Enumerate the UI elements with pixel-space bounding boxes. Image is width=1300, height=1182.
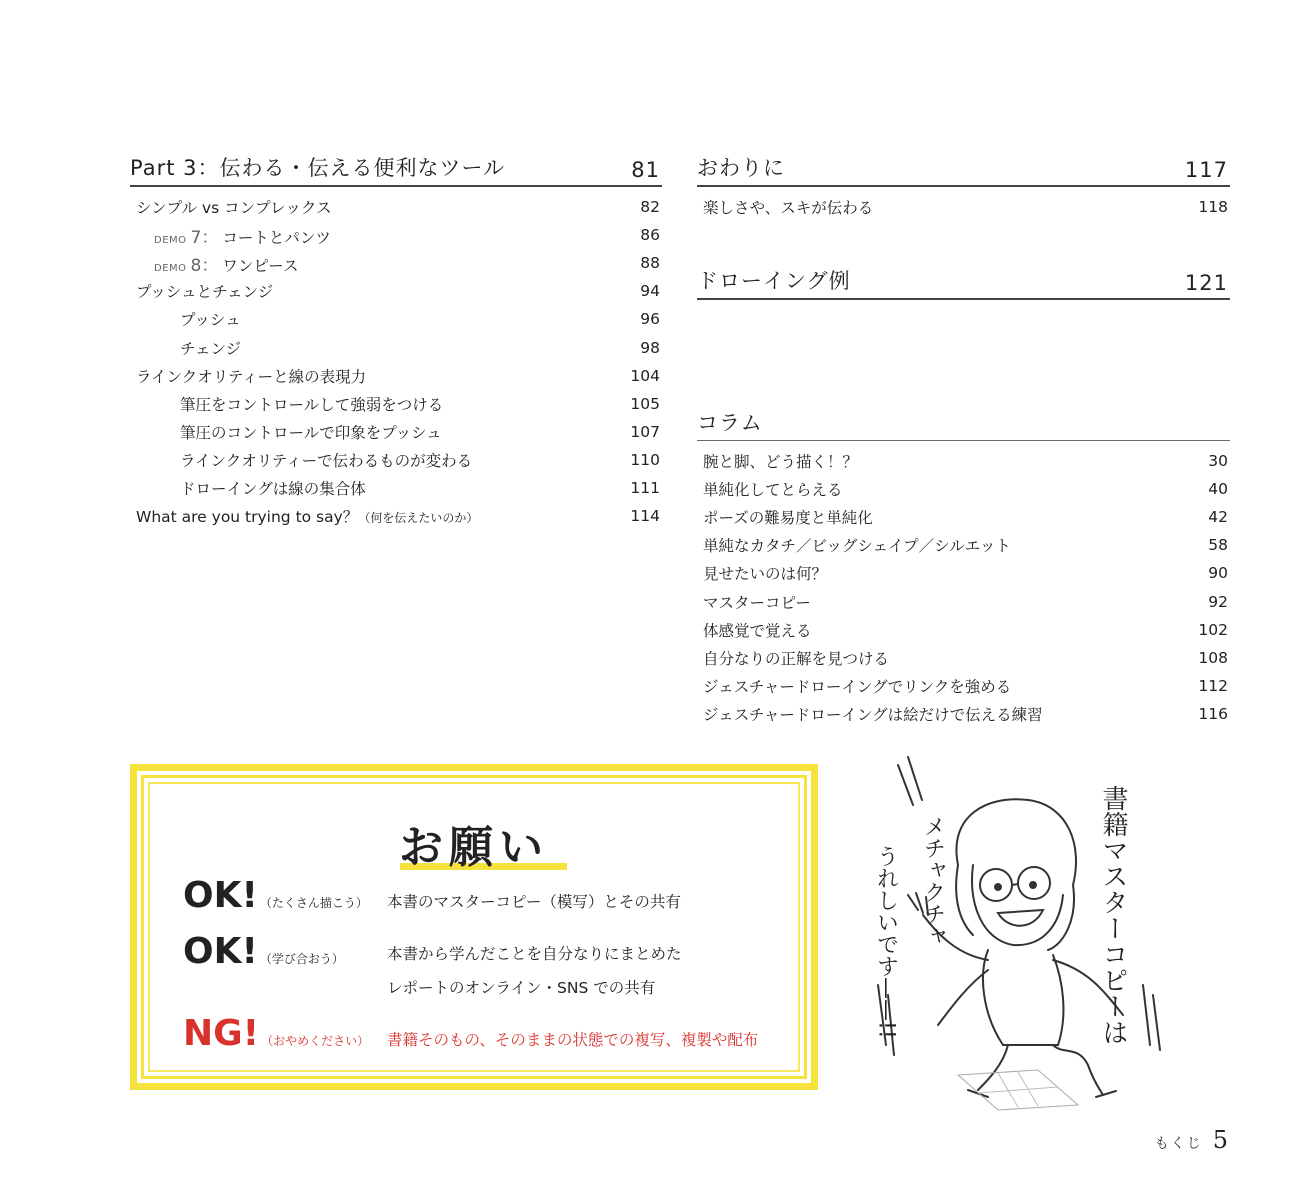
part3-title: Part 3：伝わる・伝える便利なツール: [130, 156, 506, 180]
toc-page: 107: [630, 422, 660, 441]
ok-row-copy: [183, 875, 681, 919]
toc-page: 92: [1208, 592, 1228, 611]
toc-label: 単純なカタチ／ビッグシェイプ／シルエット: [703, 537, 1011, 556]
toc-page: 111: [630, 478, 660, 497]
toc-label: ドローイングは線の集合体: [180, 479, 366, 498]
toc-page: 98: [640, 338, 660, 357]
toc-label: ラインクオリティーで伝わるものが変わる: [180, 451, 473, 470]
toc-label: 見せたいのは何？: [703, 565, 828, 584]
ng-label: NG!: [183, 1013, 260, 1054]
part3-list: [130, 193, 662, 530]
demo-number: 8：: [190, 255, 219, 276]
title-underline: [400, 863, 567, 870]
column-heading: [697, 407, 1230, 441]
toc-entry[interactable]: [130, 474, 662, 502]
toc-entry[interactable]: [697, 700, 1230, 728]
toc-label: シンプル vs コンプレックス: [136, 199, 332, 218]
toc-page: 96: [640, 310, 660, 329]
ng-note: （おやめください）: [261, 1034, 370, 1048]
character-drawing: [838, 745, 1200, 1115]
toc-label: チェンジ: [180, 339, 242, 358]
toc-entry[interactable]: [697, 503, 1230, 531]
toc-entry[interactable]: [130, 193, 662, 221]
toc-label: 単純化してとらえる: [703, 481, 843, 500]
part3-heading: [130, 152, 662, 187]
toc-page: 116: [1198, 704, 1228, 723]
toc-label: プッシュ: [180, 311, 241, 330]
toc-entry[interactable]: [697, 193, 1230, 221]
ng-row: [183, 1013, 758, 1057]
toc-entry[interactable]: [130, 277, 662, 305]
toc-entry[interactable]: [130, 333, 662, 361]
ok-text-line2: レポートのオンライン・SNS での共有: [387, 979, 656, 997]
toc-entry[interactable]: [697, 587, 1230, 615]
toc-entry[interactable]: [697, 559, 1230, 587]
toc-page: 94: [640, 282, 660, 301]
ok-label: OK!: [183, 875, 258, 916]
toc-entry[interactable]: [130, 362, 662, 390]
toc-entry[interactable]: [130, 502, 662, 530]
toc-entry-demo[interactable]: [130, 249, 662, 277]
toc-entry[interactable]: [697, 644, 1230, 672]
ok-text: 本書のマスターコピー（模写）とその共有: [387, 893, 681, 911]
toc-page: 118: [1198, 198, 1228, 217]
drawing-examples-section: [697, 265, 1230, 300]
toc-page: 40: [1208, 480, 1228, 499]
toc-entry[interactable]: [697, 447, 1230, 475]
toc-page: 86: [640, 226, 660, 245]
page-footer: [1155, 1126, 1228, 1154]
toc-entry[interactable]: [130, 390, 662, 418]
toc-label: ジェスチャードローイングでリンクを強める: [703, 677, 1012, 696]
toc-entry[interactable]: [130, 305, 662, 333]
toc-entry[interactable]: [697, 531, 1230, 559]
toc-label: 腕と脚、どう描く！？: [703, 453, 859, 472]
ok-label-wrap: [183, 931, 387, 972]
ok-label: OK!: [183, 931, 258, 972]
toc-page: 112: [1198, 676, 1228, 695]
part3-section: [130, 152, 662, 530]
owari-heading: [697, 152, 1230, 187]
demo-number: 7：: [190, 227, 219, 248]
toc-page: 114: [630, 507, 660, 526]
owari-title: おわりに: [697, 156, 785, 180]
toc-label-suffix: （何を伝えたいのか）: [358, 511, 479, 526]
toc-label: 自分なりの正解を見つける: [703, 649, 890, 668]
toc-label: コートとパンツ: [222, 228, 331, 247]
toc-label-wrap: [154, 251, 298, 276]
owari-section: [697, 152, 1230, 221]
toc-page: 58: [1208, 536, 1228, 555]
toc-page: 82: [640, 198, 660, 217]
demo-tag: DEMO: [154, 234, 187, 246]
drawing-examples-heading[interactable]: [697, 265, 1230, 300]
toc-entry-demo[interactable]: [130, 221, 662, 249]
ng-label-wrap: [183, 1013, 387, 1054]
toc-label: ポーズの難易度と単純化: [703, 509, 873, 528]
column-section: [697, 407, 1230, 728]
footer-label: もくじ: [1154, 1136, 1203, 1152]
toc-label: 筆圧をコントロールして強弱をつける: [180, 395, 444, 414]
toc-page: 42: [1208, 508, 1228, 527]
character-illustration: [838, 745, 1200, 1115]
toc-page: 88: [640, 254, 660, 273]
ok-note: （学び合おう）: [259, 952, 344, 966]
toc-page: 105: [630, 394, 660, 413]
toc-label: マスターコピー: [703, 593, 811, 612]
toc-entry[interactable]: [130, 418, 662, 446]
toc-page: 104: [630, 366, 660, 385]
speech-text-2: メチャクチャ: [920, 815, 946, 947]
toc-label: プッシュとチェンジ: [136, 283, 274, 302]
toc-page: 110: [630, 450, 660, 469]
ok-text-block: [387, 931, 682, 1005]
toc-label: What are you trying to say？: [136, 508, 359, 527]
toc-page: 30: [1208, 452, 1228, 471]
page-number: 5: [1212, 1126, 1228, 1154]
ok-row-share: [183, 931, 682, 1005]
drawing-examples-page: 121: [1184, 271, 1228, 295]
ok-label-wrap: [183, 875, 387, 916]
toc-page: 90: [1208, 564, 1228, 583]
drawing-examples-title: ドローイング例: [697, 269, 851, 293]
column-title: コラム: [697, 411, 763, 435]
toc-label: 体感覚で覚える: [703, 621, 812, 640]
toc-label-wrap: [154, 223, 331, 248]
toc-label-wrap: [136, 505, 478, 527]
demo-tag: DEMO: [154, 262, 187, 274]
toc-label: ラインクオリティーと線の表現力: [136, 367, 367, 386]
ng-text: 書籍そのもの、そのままの状態での複写、複製や配布: [387, 1031, 759, 1049]
owari-page: 117: [1184, 158, 1228, 182]
part3-page: 81: [631, 158, 660, 182]
request-title: お願い: [399, 822, 549, 873]
toc-label: ワンピース: [222, 256, 299, 275]
ok-text: 本書から学んだことを自分なりにまとめた: [387, 945, 682, 963]
column-list: [697, 447, 1230, 728]
toc-entry[interactable]: [697, 672, 1230, 700]
toc-page: 102: [1198, 620, 1228, 639]
toc-entry[interactable]: [130, 446, 662, 474]
toc-label: ジェスチャードローイングは絵だけで伝える練習: [703, 705, 1043, 724]
toc-label: 筆圧のコントロールで印象をプッシュ: [180, 423, 442, 442]
request-notice-box: [130, 764, 818, 1090]
speech-text-1: 書籍マスターコピーは: [1098, 785, 1128, 1045]
toc-entry[interactable]: [697, 616, 1230, 644]
toc-entry[interactable]: [697, 475, 1230, 503]
toc-page: 108: [1198, 648, 1228, 667]
ok-note: （たくさん描こう）: [259, 896, 368, 910]
toc-label: 楽しさや、スキが伝わる: [703, 199, 874, 218]
speech-text-3: うれしいです——!!: [873, 845, 899, 1039]
